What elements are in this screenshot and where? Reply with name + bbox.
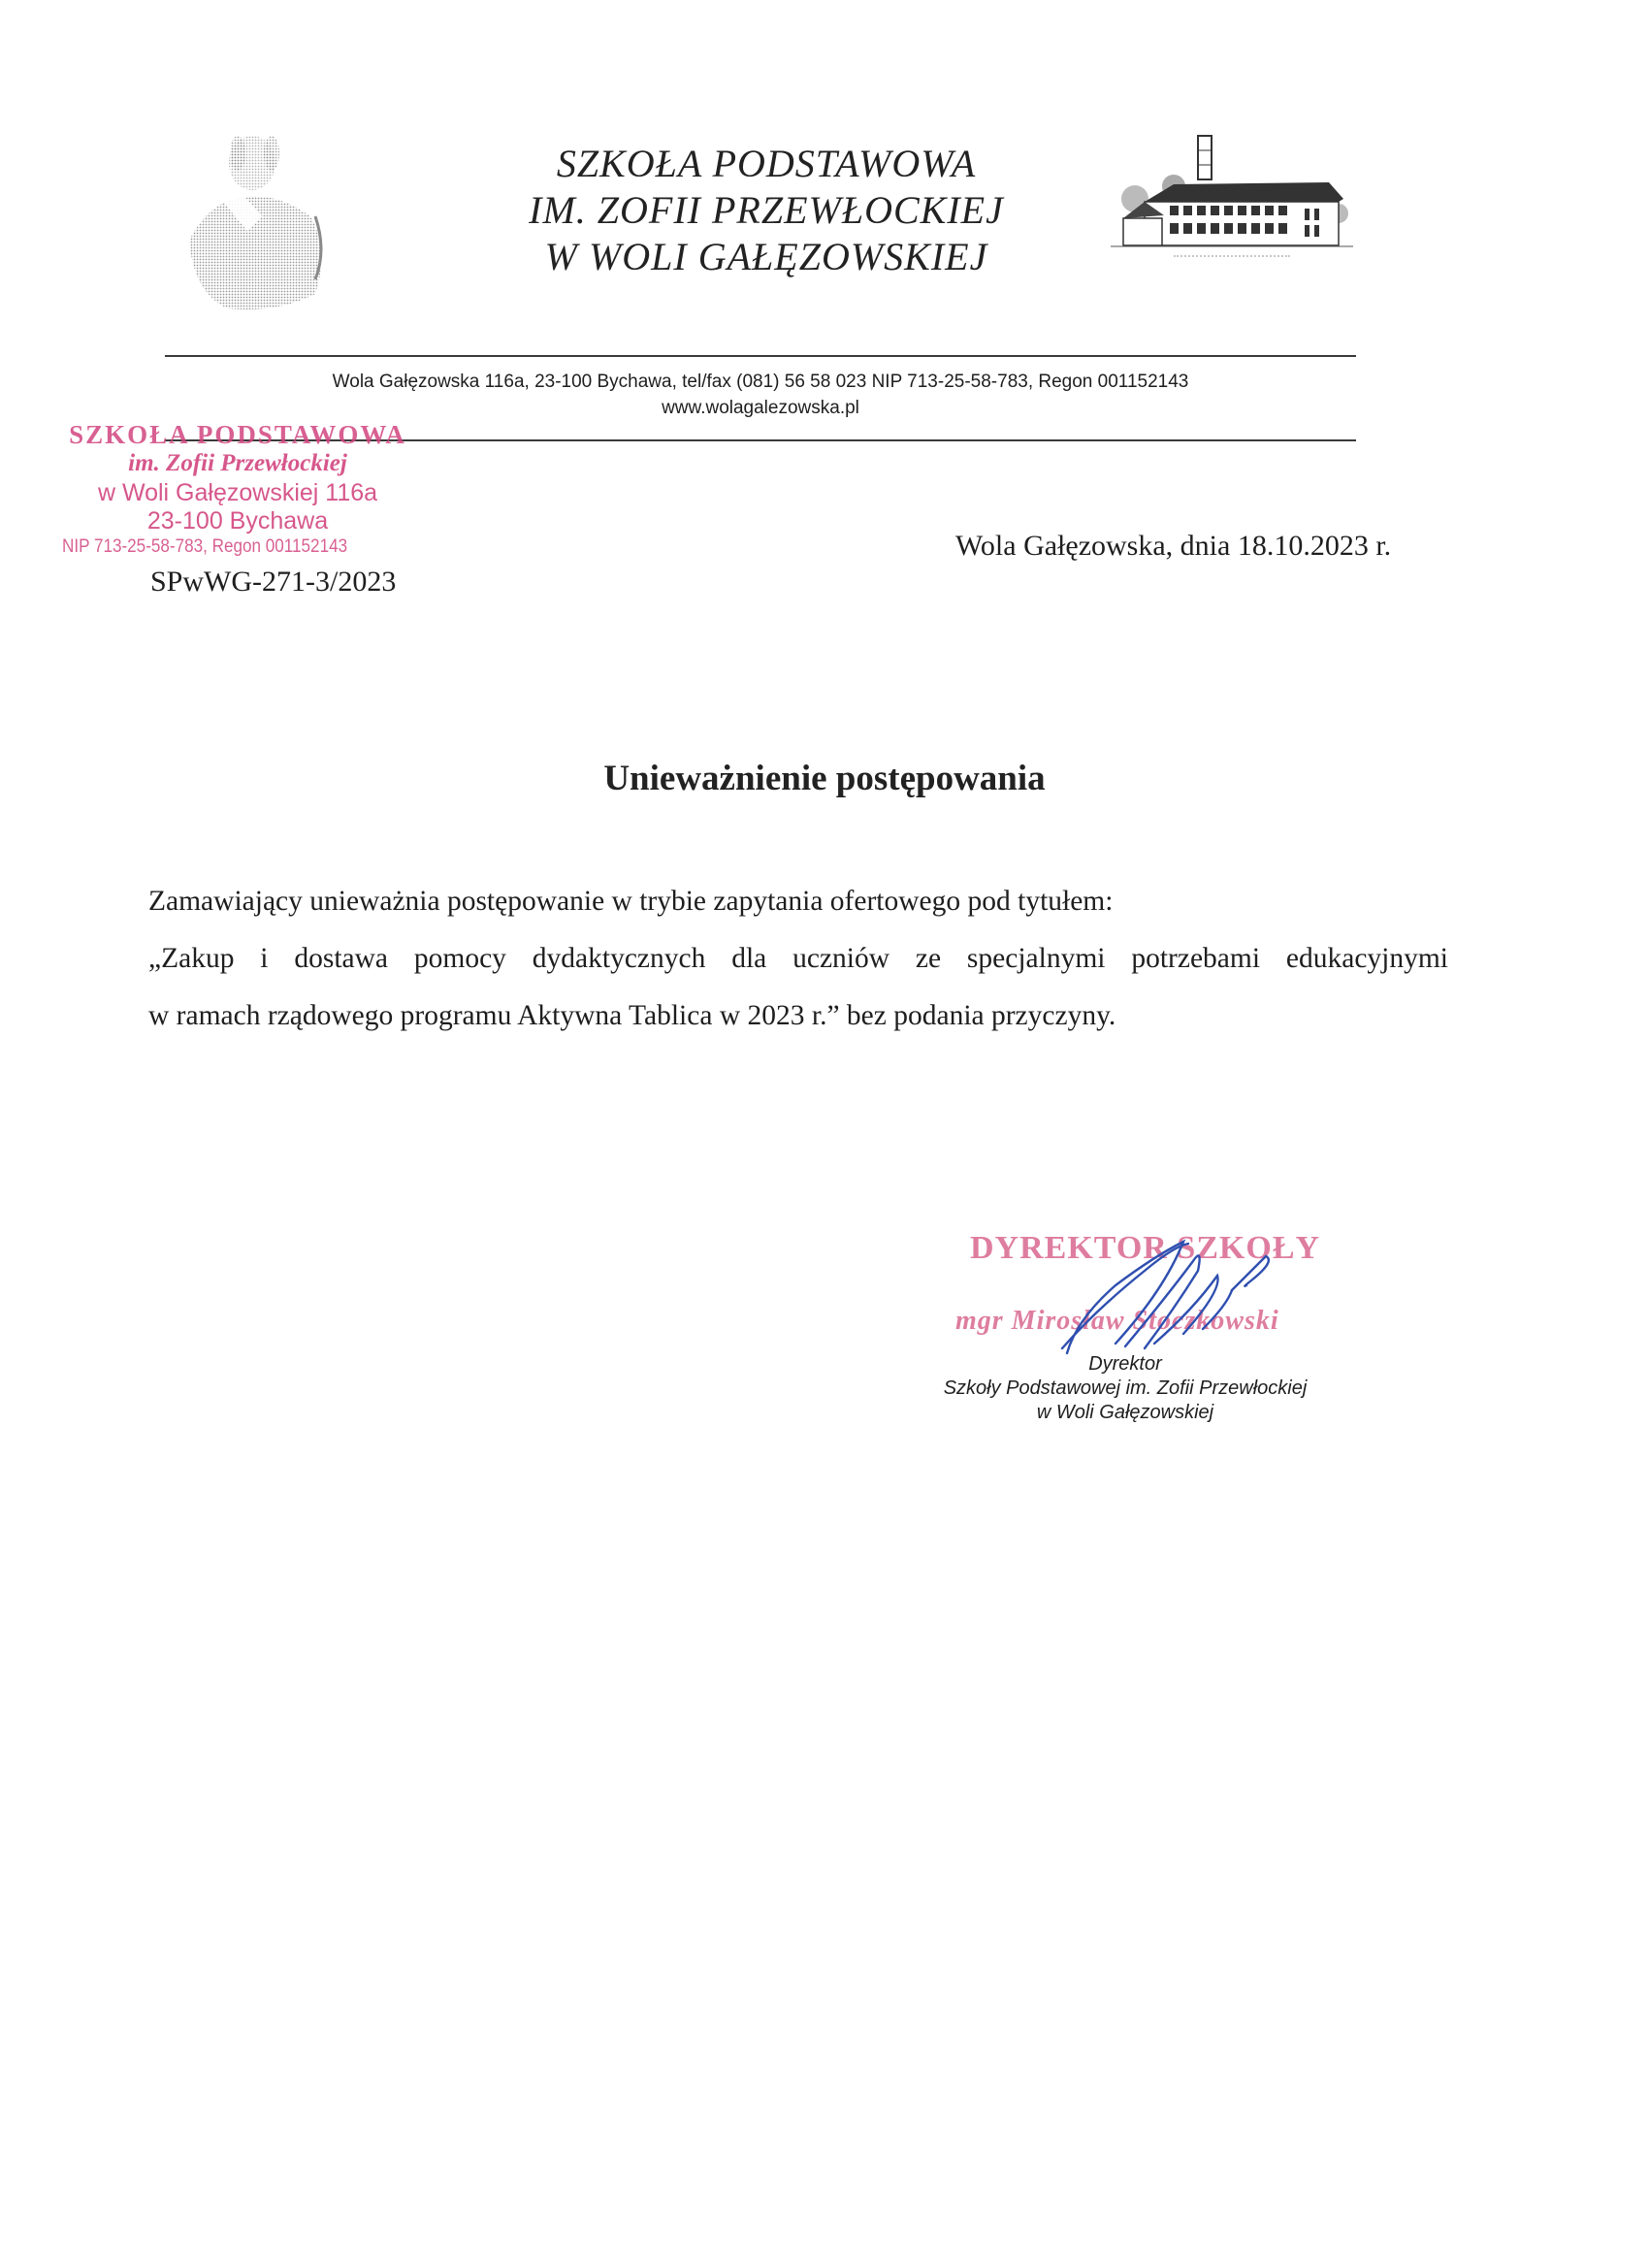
place-and-date: Wola Gałęzowska, dnia 18.10.2023 r. (955, 530, 1392, 562)
director-stamp-name: mgr Mirosław Stoczkowski (955, 1306, 1279, 1336)
signature-caption-line: Dyrektor (1088, 1353, 1162, 1375)
signature-caption (902, 1352, 1348, 1425)
body-paragraph-line: Zamawiający unieważnia postępowanie w trybie zapytania ofertowego pod tytułem: (148, 886, 1114, 917)
website-link[interactable]: www.wolagalezowska.pl (662, 398, 859, 418)
school-building-icon (1106, 126, 1358, 252)
body-paragraph-line: „Zakup i dostawa pomocy dydaktycznych dla uczniów ze specjalnymi potrzebami edukacyjnymi (148, 943, 1448, 974)
director-stamp-title: DYREKTOR SZKOŁY (970, 1230, 1321, 1266)
building-caption (1174, 255, 1290, 260)
signature-caption-line: Szkoły Podstawowej im. Zofii Przewłockiej (943, 1377, 1308, 1399)
stamp-line: w Woli Gałęzowskiej 116a (97, 479, 378, 506)
header-divider (165, 355, 1356, 357)
stamp-line: 23-100 Bychawa (146, 507, 329, 535)
contact-info: Wola Gałęzowska 116a, 23-100 Bychawa, tel/fax (081) 56 58 023 NIP 713-25-58-783, Regon 001152143 (332, 372, 1189, 392)
stamp-line: im. Zofii Przewłockiej (128, 450, 347, 476)
school-stamp (53, 420, 422, 560)
handwritten-signature-icon (1057, 1232, 1280, 1358)
body-paragraph-line: w ramach rządowego programu Aktywna Tablica w 2023 r.” bez podania przyczyny. (148, 1000, 1116, 1031)
document-title: Unieważnienie postępowania (603, 759, 1046, 798)
stamp-line: NIP 713-25-58-783, Regon 001152143 (62, 536, 348, 557)
reference-number: SPwWG-271-3/2023 (150, 566, 397, 598)
signature-caption-line: w Woli Gałęzowskiej (1036, 1402, 1214, 1423)
school-name (417, 141, 1116, 280)
school-name-line: SZKOŁA PODSTAWOWA (556, 142, 977, 185)
school-name-line: IM. ZOFII PRZEWŁOCKIEJ (529, 188, 1004, 232)
portrait-icon (170, 124, 354, 318)
school-name-line: W WOLI GAŁĘZOWSKIEJ (544, 235, 988, 278)
stamp-line: SZKOŁA PODSTAWOWA (69, 420, 406, 449)
